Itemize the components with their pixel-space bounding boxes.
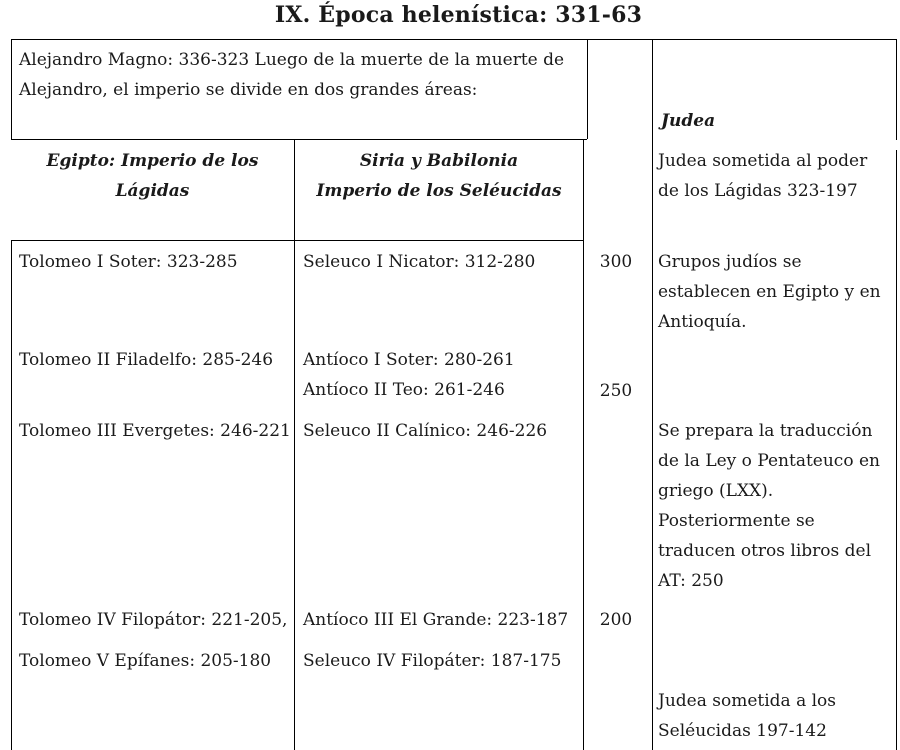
intro-line-2: Alejandro, el imperio se divide en dos grandes áreas:	[19, 80, 478, 100]
judea-block4-line-2: Seléucidas 197-142	[658, 721, 827, 741]
siria-ruler-6: Seleuco IV Filopáter: 187-175	[303, 651, 562, 671]
egipto-header-line-2: Lágidas	[115, 181, 190, 201]
judea-block3-line-3: griego (LXX).	[658, 481, 774, 501]
left-border-upper	[11, 39, 12, 139]
judea-block3-line-5: traducen otros libros del	[658, 541, 872, 561]
egipto-ruler-4: Tolomeo IV Filopátor: 221-205,	[19, 610, 288, 630]
egipto-ruler-1: Tolomeo I Soter: 323-285	[19, 252, 238, 272]
egipto-ruler-2: Tolomeo II Filadelfo: 285-246	[19, 350, 274, 370]
siria-header-line-2: Imperio de los Seléucidas	[316, 181, 562, 201]
left-border-lower	[11, 240, 12, 750]
judea-block3-line-2: de la Ley o Pentateuco en	[658, 451, 880, 471]
siria-right-border-upper	[583, 139, 584, 240]
judea-left-border	[652, 39, 653, 750]
siria-ruler-1: Seleuco I Nicator: 312-280	[303, 252, 536, 272]
judea-block1-line-1: Judea sometida al poder	[658, 151, 868, 171]
judea-header: Judea	[661, 111, 716, 131]
header-bottom-border	[11, 240, 584, 241]
judea-block2-line-1: Grupos judíos se	[658, 252, 802, 272]
egipto-siria-divider	[294, 139, 295, 750]
siria-ruler-2: Antíoco I Soter: 280-261	[303, 350, 515, 370]
intro-line-1: Alejandro Magno: 336-323 Luego de la muerte de la muerte de	[19, 50, 565, 70]
egipto-ruler-3: Tolomeo III Evergetes: 246-221	[19, 421, 291, 441]
egipto-ruler-5: Tolomeo V Epífanes: 205-180	[19, 651, 272, 671]
judea-block3-line-1: Se prepara la traducción	[658, 421, 873, 441]
right-border-upper	[896, 39, 897, 140]
siria-ruler-3: Antíoco II Teo: 261-246	[303, 380, 505, 400]
judea-block1-line-2: de los Lágidas 323-197	[658, 181, 858, 201]
judea-block3-line-4: Posteriormente se	[658, 511, 815, 531]
table-top-border	[11, 39, 897, 40]
siria-ruler-4: Seleuco II Calínico: 246-226	[303, 421, 548, 441]
judea-block4-line-1: Judea sometida a los	[658, 691, 837, 711]
year-200: 200	[599, 610, 633, 630]
egipto-header-line-1: Egipto: Imperio de los	[46, 151, 259, 171]
page-title: IX. Época helenística: 331-63	[274, 2, 643, 28]
judea-block2-line-3: Antioquía.	[658, 312, 747, 332]
judea-block3-line-6: AT: 250	[658, 571, 724, 591]
intro-bottom-border	[11, 139, 587, 140]
siria-ruler-5: Antíoco III El Grande: 223-187	[303, 610, 569, 630]
intro-right-border	[587, 39, 588, 139]
right-border-lower	[896, 150, 897, 750]
siria-header-line-1: Siria y Babilonia	[359, 151, 519, 171]
year-300: 300	[599, 252, 633, 272]
judea-block2-line-2: establecen en Egipto y en	[658, 282, 881, 302]
siria-right-border-lower	[583, 240, 584, 750]
year-250: 250	[599, 381, 633, 401]
